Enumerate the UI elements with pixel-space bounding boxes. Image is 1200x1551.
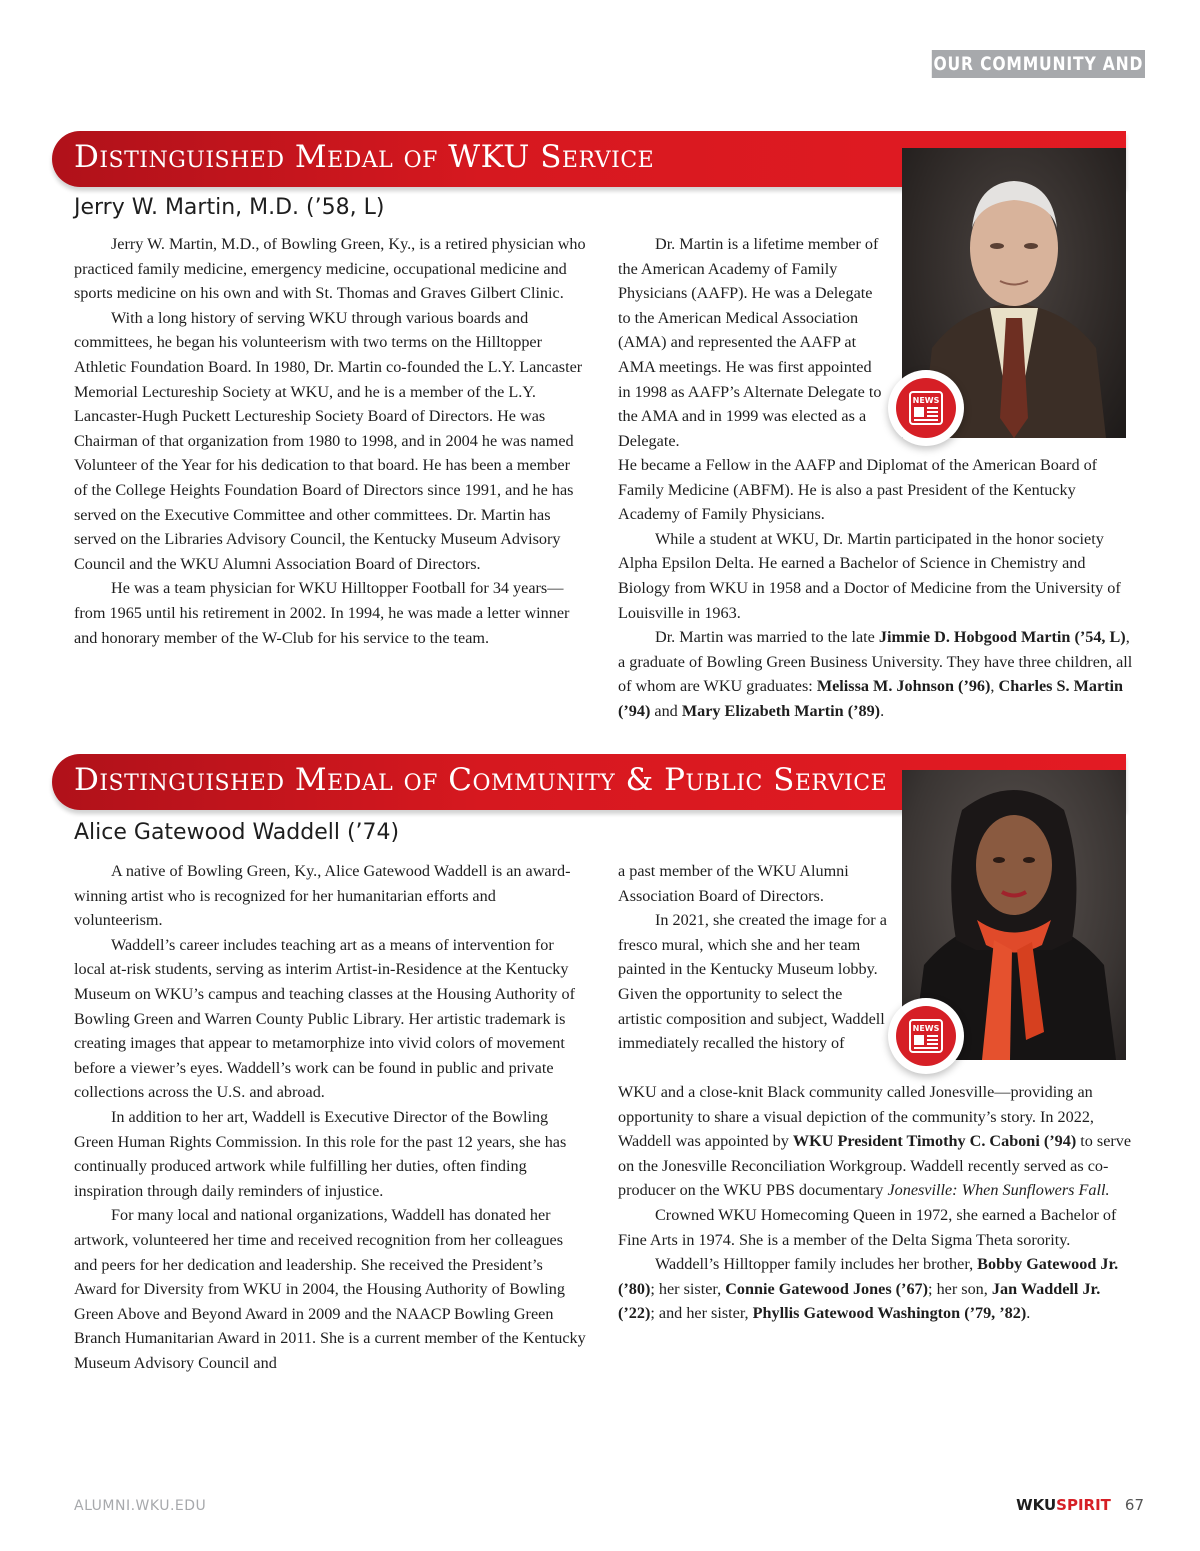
section-tab: OUR COMMUNITY AND BEYOND — [932, 50, 1145, 78]
brand-wku: WKU — [1016, 1496, 1057, 1514]
paragraph: With a long history of serving WKU through various boards and committees, he began his volunteerism with two terms on the Hilltopper Athletic Foundation Board. In 1980, Dr. Martin co-founded the L.Y. Lancaster Memorial Lectureship Society at WKU, and he is a member of the L.Y. Lancaster-Hugh Puckett Lectureship Society Board of Directors. He was Chairman of that organization from 1980 to 1998, and in 2004 he was named Volunteer of the Year for his dedication to that board. He has been a member of the College Heights Foundation Board of Directors since 1991, and he has served on the Executive Committee and other committees. Dr. Martin has served on the Libraries Advisory Council, the Kentucky Museum Advisory Council and the WKU Alumni Association Board of Directors. — [74, 308, 583, 573]
paragraph: Dr. Martin is a lifetime member of the American Academy of Family Physicians (AAFP). He was a Delegate to the American Medical Association (AMA) and represented the AAFP at AMA meetings. He was first appointed in 1998 as AAFP’s Alternate Delegate to the AMA and in 1999 was elected as a Delegate. — [618, 235, 882, 450]
bold-name: Phyllis Gatewood Washington (’79, ’82) — [752, 1304, 1027, 1323]
column-right-martin-top — [618, 232, 888, 453]
paragraph: Waddell’s career includes teaching art as a means of intervention for local at-risk students, serving as interim Artist-in-Residence at the Kentucky Museum on WKU’s campus and teaching classes at the Housing Authority of Bowling Green and Warren County Public Library. Her artistic trademark is creating images that appear to metamorphize into vivid colors of movement before a viewer’s eyes. Waddell’s work can be found in public and private collections across the U.S. and abroad. — [74, 935, 575, 1102]
paragraph: Jerry W. Martin, M.D., of Bowling Green, Ky., is a retired physician who practiced family medicine, emergency medicine, occupational medicine and sports medicine on his own and with St. Thomas and Graves Gilbert Clinic. — [74, 235, 586, 303]
bold-name: Melissa M. Johnson (’96) — [816, 677, 991, 696]
paragraph: He became a Fellow in the AAFP and Diplomat of the American Board of Family Medicine (ABFM). He is also a past President of the Kentucky Academy of Family Physicians. — [618, 456, 1098, 524]
paragraph-children: Dr. Martin was married to the late Jimmie D. Hobgood Martin (’54, L), a graduate of Bowling Green Business University. They have three children, all of whom are WKU graduates: Melissa M. Johnson (’96), Charles S. Martin (’94) and Mary Elizabeth Martin (’89). — [618, 628, 1133, 720]
banner-title: Distinguished Medal of Community & Public Service — [74, 762, 888, 798]
news-icon[interactable] — [888, 998, 964, 1074]
bold-name: WKU President Timothy C. Caboni (’94) — [792, 1132, 1077, 1151]
newspaper-icon — [896, 378, 956, 438]
bold-name: Bobby Gatewood Jr. (’80) — [618, 1255, 1119, 1298]
paragraph: In addition to her art, Waddell is Executive Director of the Bowling Green Human Rights Commission. In this role for the past 12 years, she has continually produced artwork while fulfilling her duties, often finding inspiration through daily reminders of injustice. — [74, 1107, 567, 1200]
honoree-name: Jerry W. Martin, M.D. (’58, L) — [74, 195, 385, 220]
paragraph: A native of Bowling Green, Ky., Alice Gatewood Waddell is an award-winning artist who is recognized for her humanitarian efforts and volunteerism. — [74, 862, 571, 930]
news-icon[interactable] — [888, 370, 964, 446]
paragraph: In 2021, she created the image for a fresco mural, which she and her team painted in the Kentucky Museum lobby. Given the opportunity to select the artistic composition and subject, Waddell immediately recalled the history of — [618, 911, 887, 1053]
paragraph: WKU and a close-knit Black community called Jonesville—providing an opportunity to share a visual depiction of the community’s story. In 2022, Waddell was appointed by WKU President Timothy C. Caboni (’94) to serve on the Jonesville Reconciliation Workgroup. Waddell recently served as co-producer on the WKU PBS documentary Jonesville: When Sunflowers Fall. — [618, 1083, 1132, 1200]
bold-name: Connie Gatewood Jones (’67) — [725, 1279, 929, 1298]
banner-title: Distinguished Medal of WKU Service — [74, 139, 655, 175]
svg-text:NEWS: NEWS — [912, 396, 940, 405]
paragraph-family: Waddell’s Hilltopper family includes her brother, Bobby Gatewood Jr. (’80); her sister, Connie Gatewood Jones (’67); her son, Jan Waddell Jr. (’22); and her sister, Phyllis Gatewood Washington (’79, ’82). — [618, 1255, 1119, 1323]
newspaper-icon — [896, 1006, 956, 1066]
brand-spirit: SPIRIT — [1056, 1496, 1111, 1514]
column-right-waddell-bottom — [618, 1080, 1138, 1326]
bold-name: Mary Elizabeth Martin (’89) — [681, 701, 881, 720]
news-badge-inner — [896, 1006, 956, 1066]
column-right-martin-bottom — [618, 453, 1138, 724]
paragraph: For many local and national organizations, Waddell has donated her artwork, volunteered her time and received recognition from her colleagues and peers for her dedication and leadership. She received the President’s Award for Diversity from WKU in 2004, the Housing Authority of Bowling Green Above and Beyond Award in 2009 and the NAACP Bowling Green Branch Humanitarian Award in 2011. She is a current member of the Kentucky Museum Advisory Council and — [74, 1206, 586, 1372]
page-number: 67 — [1124, 1496, 1144, 1514]
paragraph: Crowned WKU Homecoming Queen in 1972, she earned a Bachelor of Fine Arts in 1974. She is a member of the Delta Sigma Theta sorority. — [618, 1205, 1117, 1249]
paragraph: He was a team physician for WKU Hilltopper Football for 34 years—from 1965 until his retirement in 2002. In 1994, he was made a letter winner and honorary member of the W-Club for his service to the team. — [74, 579, 570, 647]
footer-url[interactable]: ALUMNI.WKU.EDU — [74, 1498, 207, 1514]
bold-name: Jan Waddell Jr. (’22) — [618, 1279, 1101, 1323]
column-left-martin — [74, 232, 586, 650]
bold-name: Charles S. Martin (’94) — [618, 677, 1124, 720]
news-badge-inner — [896, 378, 956, 438]
paragraph: a past member of the WKU Alumni Association Board of Directors. — [618, 862, 849, 905]
bold-name: Jimmie D. Hobgood Martin (’54, L) — [878, 628, 1126, 647]
footer-brand — [1016, 1496, 1144, 1514]
documentary-title: Jonesville: When Sunflowers Fall. — [887, 1181, 1110, 1200]
paragraph: While a student at WKU, Dr. Martin participated in the honor society Alpha Epsilon Delta. He earned a Bachelor of Science in Chemistry and Biology from WKU in 1958 and a Doctor of Medicine from the University of Louisville in 1963. — [618, 529, 1121, 622]
column-right-waddell-top — [618, 859, 890, 1056]
svg-text:NEWS: NEWS — [912, 1024, 940, 1033]
honoree-name: Alice Gatewood Waddell (’74) — [74, 820, 400, 845]
column-left-waddell — [74, 859, 586, 1375]
